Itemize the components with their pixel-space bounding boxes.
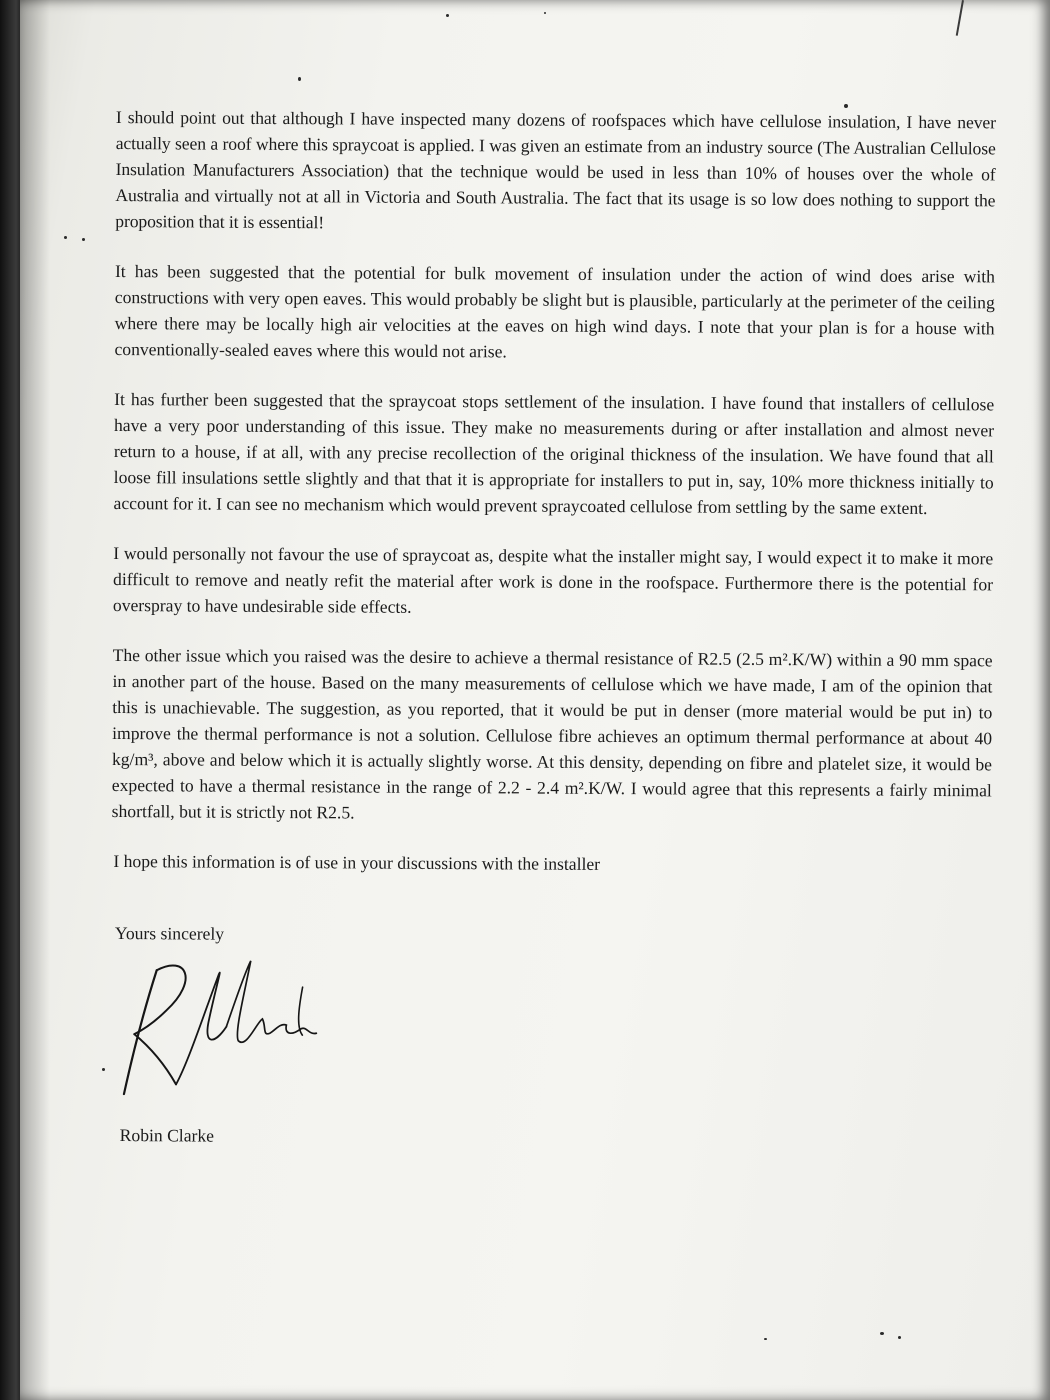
pen-mark <box>956 0 964 36</box>
valediction: Yours sincerely <box>114 923 225 944</box>
letter-page <box>20 0 1050 1400</box>
signer-name: Robin Clarke <box>119 1125 215 1146</box>
page-speck <box>102 1068 105 1071</box>
letter-paragraph: It has further been suggested that the spraycoat stops settlement of the insulation. I have found that installers of cellulose have a very poor understanding of this issue. They make no measurements during or after installation and almost never return to a house, if at all, with any precise recollection of the original thickness of the insulation. We have found that all loose fill insulations settle slightly and that that it is appropriate for installers to put in, say, 10% more thickness initially to account for it. I can see no mechanism which would prevent spraycoated cellulose from settling by the same extent. <box>113 388 995 518</box>
letter-paragraph: I would personally not favour the use of spraycoat as, despite what the installer might say, I would expect it to make it more difficult to remove and neatly refit the material after work is done in the roofspace. Furthermore there is the potential for overspray to have undesirable side effects. <box>112 542 994 617</box>
handwritten-signature <box>116 952 337 1103</box>
page-speck <box>898 1336 901 1339</box>
page-speck <box>880 1332 884 1335</box>
page-speck <box>82 238 85 241</box>
letter-paragraph: The other issue which you raised was the desire to achieve a thermal resistance of R2.5 (2.5 m².K/W) within a 90 mm space in another part of the house. Based on the many measurements of cellulose which we have made, I am of the opinion that this is unachievable. The suggestion, as you reported, that it would be put in denser (more material would be put in) to improve the thermal performance is not a solution. Cellulose fibre achieves an optimum thermal performance at about 40 kg/m³, above and below which it is actually slightly worse. At this density, depending on fibre and platelet size, it would be expected to have a thermal resistance in the range of 2.2 - 2.4 m².K/W. I would agree that this represents a fairly minimal shortfall, but it is strictly not R2.5. <box>111 644 993 823</box>
letter-paragraph: I should point out that although I have inspected many dozens of roofspaces which have cellulose insulation, I have never actually seen a roof where this spraycoat is applied. I was given an estimate from an industry source (The Australian Cellulose Insulation Manufacturers Association) that the technique would be used in less than 10% of houses over the whole of Australia and virtually not at all in Victoria and South Australia. The fact that its usage is so low does nothing to support the proposition that it is essential! <box>115 106 996 233</box>
page-speck <box>764 1338 767 1340</box>
page-speck <box>844 104 848 108</box>
page-speck <box>64 236 67 239</box>
page-speck <box>298 77 301 81</box>
letter-body <box>110 104 996 1153</box>
closing-line: I hope this information is of use in your discussions with the installer <box>113 850 601 874</box>
page-speck <box>544 12 546 14</box>
page-speck <box>446 14 449 17</box>
letter-paragraph: It has been suggested that the potential for bulk movement of insulation under the action of wind does arise with constructions with very open eaves. This would probably be slight but is plausible, particularly at the perimeter of the ceiling where there may be locally high air velocities at the eaves on high wind days. I note that your plan is for a house with conventionally-sealed eaves where this would not arise. <box>114 260 996 362</box>
